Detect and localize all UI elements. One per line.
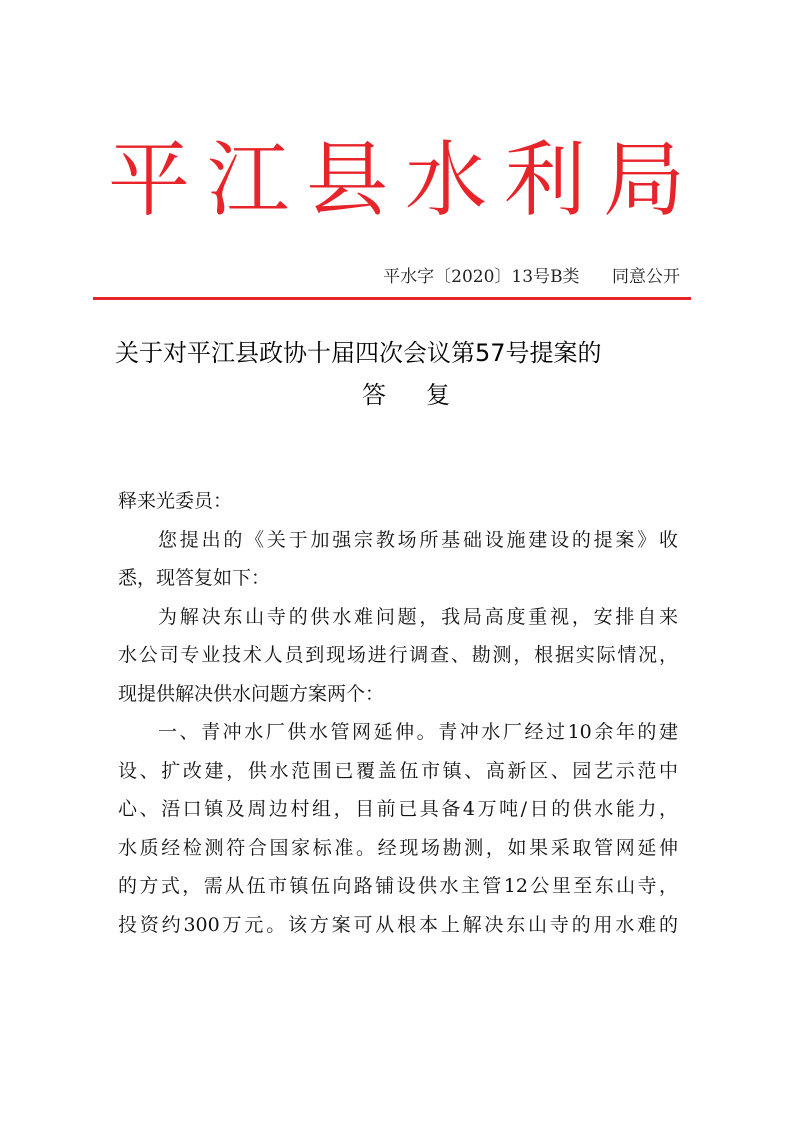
document-number: 平水字〔2020〕13号B类 [383, 267, 580, 287]
body-line: 为解决东山寺的供水难问题，我局高度重视，安排自来 [158, 605, 678, 628]
document-title-reply: 答复 [362, 381, 490, 409]
red-divider-line [93, 297, 691, 300]
body-line: 的方式，需从伍市镇伍向路铺设供水主管12公里至东山寺， [118, 875, 678, 897]
body-line: 一、青冲水厂供水管网延伸。青冲水厂经过10余年的建 [158, 721, 678, 743]
body-line: 水公司专业技术人员到现场进行调查、勘测，根据实际情况， [118, 644, 678, 666]
document-body [118, 482, 678, 944]
document-title: 关于对平江县政协十届四次会议第57号提案的 [115, 339, 602, 367]
body-line: 悉，现答复如下： [118, 567, 271, 589]
document-number-line [280, 262, 680, 292]
body-line: 水质经检测符合国家标准。经现场勘测，如果采取管网延伸 [118, 836, 678, 859]
agency-masthead: 平江县水利局 [108, 133, 703, 228]
docnum-spacer [580, 267, 612, 287]
body-line: 心、浯口镇及周边村组，目前已具备4万吨/日的供水能力， [118, 798, 678, 820]
body-line: 设、扩改建，供水范围已覆盖伍市镇、高新区、园艺示范中 [118, 759, 678, 782]
body-line: 现提供解决供水问题方案两个： [118, 682, 385, 705]
body-line: 投资约300万元。该方案可从根本上解决东山寺的用水难的 [118, 913, 678, 936]
body-line: 您提出的《关于加强宗教场所基础设施建设的提案》收 [158, 528, 678, 551]
salutation: 释来光委员： [118, 490, 233, 512]
disclosure-status: 同意公开 [612, 267, 680, 287]
